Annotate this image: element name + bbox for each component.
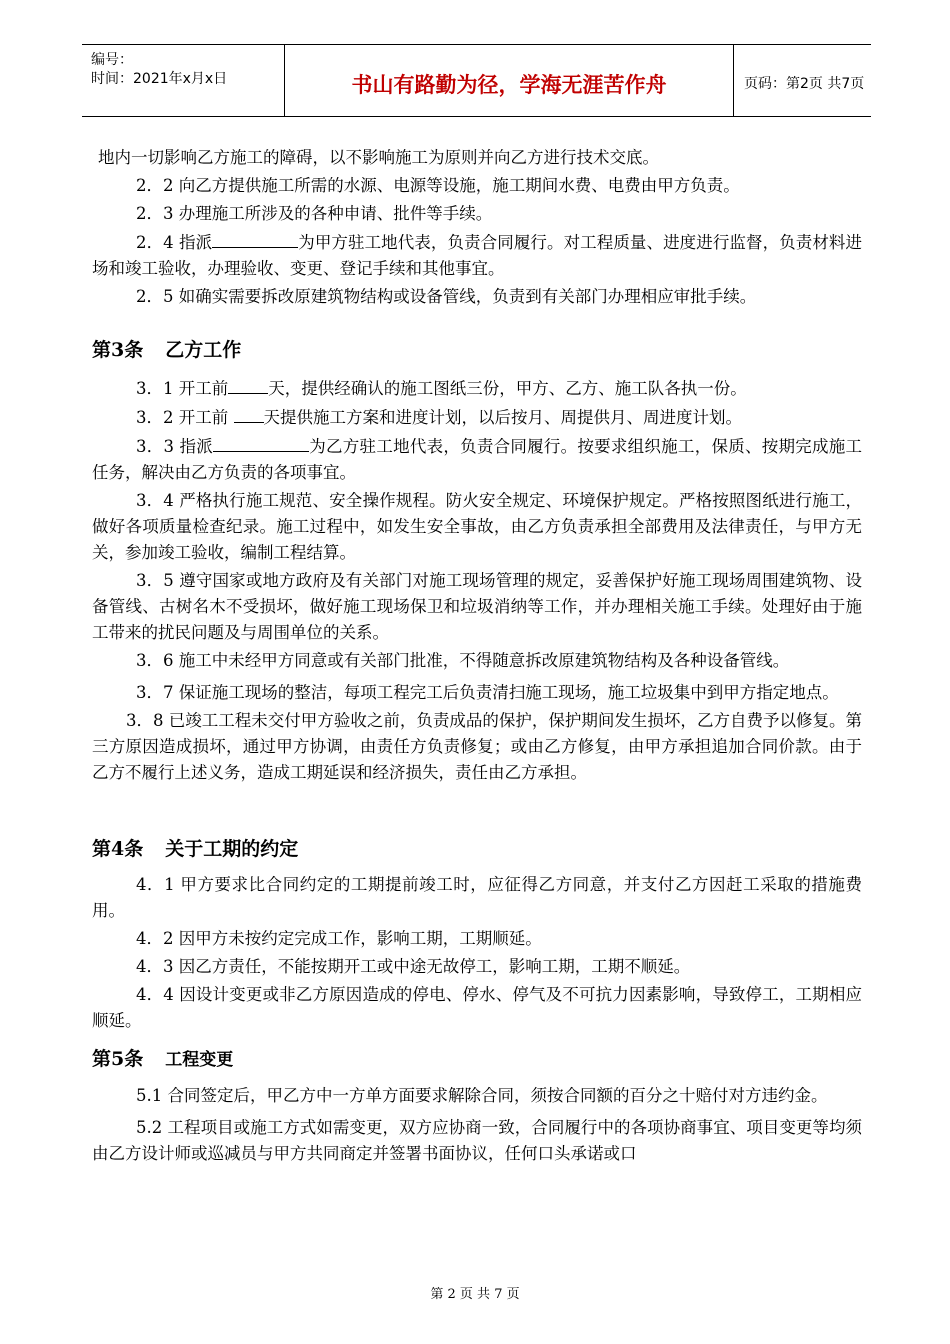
clause-5-2: 5.2 工程项目或施工方式如需变更，双方应协商一致，合同履行中的各项协商事宜、项目变更等均须由乙方设计师或巡减员与甲方共同商定并签署书面协议，任何口头承诺或口 — [92, 1118, 862, 1163]
clause-3-1-prefix: 3．1 开工前 — [136, 379, 229, 398]
header-page-cell — [734, 45, 871, 116]
clause-2-4 — [92, 229, 862, 282]
blank-line — [213, 433, 309, 452]
clause-4-4: 4．4 因设计变更或非乙方原因造成的停电、停水、停气及不可抗力因素影响，导致停工，工期相应顺延。 — [92, 985, 862, 1030]
clause-2-4-text: 为甲方驻工地代表，负责合同履行。对工程质量、进度进行监督，负责材料进场和竣工验收，办理验收、变更、登记手续和其他事宜。 — [92, 233, 863, 278]
clause-3-4: 3．4 严格执行施工规范、安全操作规程。防火安全规定、环境保护规定。严格按照图纸进行施工，做好各项质量检查纪录。施工过程中，如发生安全事故，由乙方负责承担全部费用及法律责任，与甲方无关，参加竣工验收，编制工程结算。 — [92, 491, 862, 562]
clause-2-4-prefix: 2．4 指派 — [136, 233, 213, 252]
section-title: 关于工期的约定 — [165, 838, 299, 860]
blank-line — [212, 229, 298, 248]
header-meta — [82, 45, 285, 116]
header-number: 编号： — [91, 52, 133, 68]
section-title: 乙方工作 — [165, 339, 242, 361]
clause-4-1: 4．1 甲方要求比合同约定的工期提前竣工时，应征得乙方同意，并支付乙方因赶工采取的措施费用。 — [92, 875, 862, 920]
blank-line — [228, 375, 268, 394]
section-number: 第5条 — [92, 1048, 144, 1070]
header-page-number: 页码：第2页 共7页 — [744, 76, 865, 92]
clause-3-2 — [92, 404, 862, 431]
section-heading-3 — [92, 337, 862, 363]
clause-5-1: 5.1 合同签定后，甲乙方中一方单方面要求解除合同，须按合同额的百分之十赔付对方违约金。 — [136, 1086, 828, 1105]
clause-3-6: 3．6 施工中未经甲方同意或有关部门批准，不得随意拆改原建筑物结构及各种设备管线。 — [136, 651, 790, 670]
clause-2-2: 2．2 向乙方提供施工所需的水源、电源等设施，施工期间水费、电费由甲方负责。 — [136, 176, 740, 195]
header-time: 时间：2021年x月x日 — [91, 71, 228, 87]
clause-3-8: 3．8 已竣工工程未交付甲方验收之前，负责成品的保护，保护期间发生损坏，乙方自费予以修复。第三方原因造成损坏，通过甲方协调，由责任方负责修复；或由乙方修复，由甲方承担追加合同价款。由于乙方不履行上述义务，造成工期延误和经济损失，责任由乙方承担。 — [92, 711, 862, 782]
clause-3-5: 3．5 遵守国家或地方政府及有关部门对施工现场管理的规定，妥善保护好施工现场周围建筑物、设备管线、古树名木不受损坏，做好施工现场保卫和垃圾消纳等工作，并办理相关施工手续。处理好由于施工带来的扰民问题及与周围单位的关系。 — [92, 571, 862, 642]
paragraph: 地内一切影响乙方施工的障碍，以不影响施工为原则并向乙方进行技术交底。 — [98, 148, 659, 167]
clause-3-2-prefix: 3．2 开工前 — [136, 408, 234, 427]
footer-page-number: 第 2 页 共 7 页 — [430, 1287, 520, 1302]
section-number: 第3条 — [92, 339, 144, 361]
blank-line — [234, 404, 264, 423]
section-number: 第4条 — [92, 838, 144, 860]
document-header — [82, 44, 871, 117]
clause-3-3 — [92, 433, 862, 486]
clause-4-2: 4．2 因甲方未按约定完成工作，影响工期，工期顺延。 — [136, 929, 542, 948]
document-body — [92, 145, 862, 1167]
clause-3-1 — [92, 375, 862, 402]
section-title: 工程变更 — [165, 1050, 234, 1070]
header-slogan: 书山有路勤为径，学海无涯苦作舟 — [351, 73, 667, 97]
header-slogan-cell — [285, 45, 734, 116]
clause-3-3-prefix: 3．3 指派 — [136, 437, 214, 456]
clause-3-2-text: 天提供施工方案和进度计划，以后按月、周提供月、周进度计划。 — [263, 408, 742, 427]
clause-2-3: 2．3 办理施工所涉及的各种申请、批件等手续。 — [136, 204, 493, 223]
clause-3-1-text: 天，提供经确认的施工图纸三份，甲方、乙方、施工队各执一份。 — [268, 379, 747, 398]
page-footer — [0, 1283, 950, 1302]
clause-2-5: 2．5 如确实需要拆改原建筑物结构或设备管线，负责到有关部门办理相应审批手续。 — [136, 287, 757, 306]
clause-4-3: 4．3 因乙方责任，不能按期开工或中途无故停工，影响工期，工期不顺延。 — [136, 957, 691, 976]
section-heading-5 — [92, 1046, 862, 1073]
section-heading-4 — [92, 836, 862, 862]
clause-3-7: 3．7 保证施工现场的整洁，每项工程完工后负责清扫施工现场，施工垃圾集中到甲方指定地点。 — [136, 683, 839, 702]
clause-3-3-text: 为乙方驻工地代表，负责合同履行。按要求组织施工，保质、按期完成施工任务，解决由乙方负责的各项事宜。 — [92, 437, 862, 482]
